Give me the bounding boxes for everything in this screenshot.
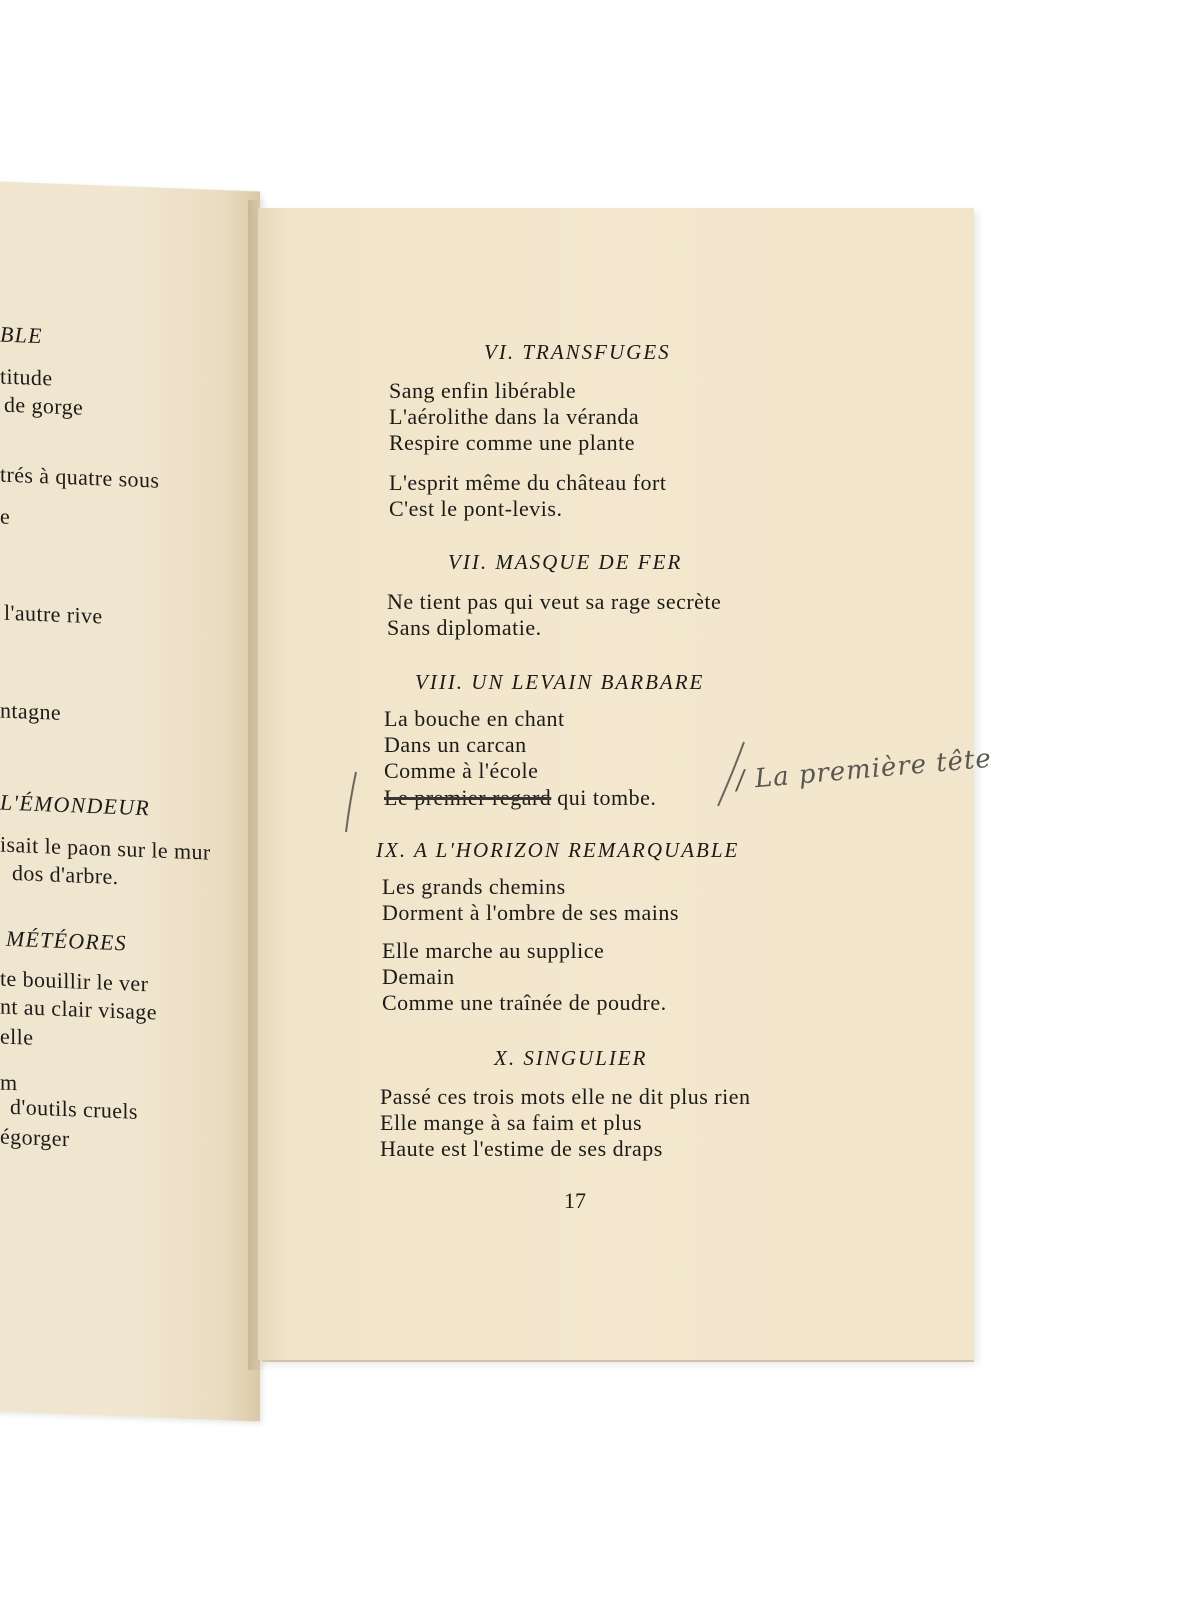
verse-line: C'est le pont-levis. [389,496,563,521]
verse-line-end: qui tombe. [551,785,657,810]
left-heading-1: BLE [0,321,43,349]
left-line: te bouillir le ver [0,965,149,997]
left-line: elle [0,1023,34,1050]
left-line: ntagne [0,697,62,725]
verse-line: Elle marche au supplice [382,938,605,963]
verse-line: Respire comme une plante [389,430,635,455]
left-heading-2: L'ÉMONDEUR [0,789,150,821]
verse-line: Comme à l'école [384,758,539,783]
left-line: l'autre rive [4,599,103,629]
verse-line: Elle mange à sa faim et plus [380,1110,643,1135]
left-line: dos d'arbre. [12,859,119,890]
verse-line: Dans un carcan [384,732,527,757]
verse-line: Sans diplomatie. [387,615,542,640]
verse-line: Demain [382,964,455,989]
verse-line: Sang enfin libérable [389,378,577,403]
section-title-vii: VII. MASQUE DE FER [448,550,683,574]
left-line: égorger [0,1123,70,1152]
verse-line: L'esprit même du château fort [389,470,667,495]
pencil-bracket-left [346,772,356,832]
verse-line: L'aérolithe dans la véranda [389,404,640,429]
verse-line: Comme une traînée de poudre. [382,990,667,1015]
left-line: d'outils cruels [10,1093,138,1124]
left-line: trés à quatre sous [0,461,160,493]
verse-line: Dorment à l'ombre de ses mains [382,900,679,925]
handwritten-note: / La première tête [734,743,993,796]
verse-line: Passé ces trois mots elle ne dit plus rien [380,1084,751,1109]
verse-line: Ne tient pas qui veut sa rage secrète [387,589,722,614]
section-title-viii: VIII. UN LEVAIN BARBARE [415,670,705,694]
struck-text: Le premier regard [384,785,552,810]
left-line: titude [0,363,53,391]
section-title-ix: IX. A L'HORIZON REMARQUABLE [376,838,740,862]
left-line: de gorge [4,391,84,420]
verse-line: Haute est l'estime de ses draps [380,1136,663,1161]
page-number: 17 [564,1188,586,1213]
left-line: nt au clair visage [0,993,157,1025]
left-line: isait le paon sur le mur [0,831,211,865]
verse-line: La bouche en chant [384,706,565,731]
section-title-vi: VI. TRANSFUGES [484,340,671,364]
left-line: m [0,1069,18,1096]
section-title-x: X. SINGULIER [494,1046,648,1070]
left-line: e [0,503,11,529]
verse-line: Les grands chemins [382,874,566,899]
left-heading-3: MÉTÉORES [6,925,127,956]
